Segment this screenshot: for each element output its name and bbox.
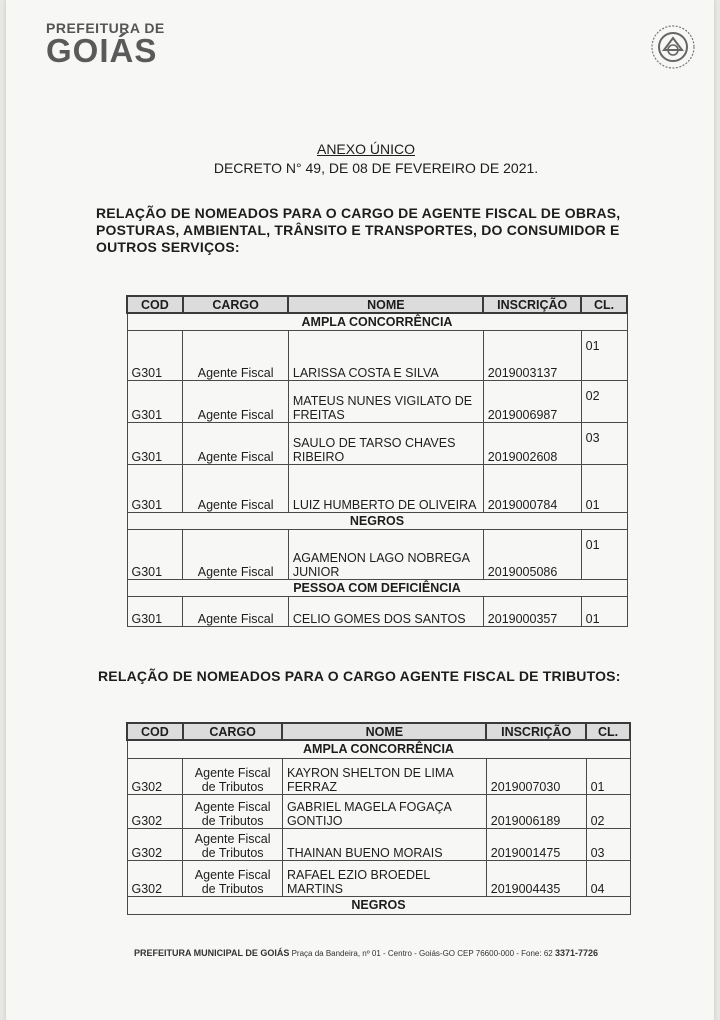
table-row	[127, 422, 627, 464]
table-row	[127, 529, 627, 579]
cell-cod: G302	[127, 794, 183, 828]
cell-cargo: Agente Fiscal de Tributos	[183, 828, 283, 860]
cell-inscricao: 2019006987	[483, 380, 581, 422]
table-row	[127, 380, 627, 422]
column-header: NOME	[288, 296, 483, 313]
cell-nome: LUIZ HUMBERTO DE OLIVEIRA	[288, 464, 483, 512]
cell-nome: MATEUS NUNES VIGILATO DE FREITAS	[288, 380, 483, 422]
column-header: INSCRIÇÃO	[483, 296, 581, 313]
cell-cargo: Agente Fiscal	[183, 330, 289, 380]
group-row	[127, 313, 627, 330]
group-row	[127, 512, 627, 529]
footer-address: Praça da Bandeira, nº 01 - Centro - Goiás-GO CEP 76600-000 - Fone: 62	[291, 949, 553, 958]
annex-title: ANEXO ÚNICO	[316, 141, 415, 157]
cell-cod: G301	[127, 380, 183, 422]
column-header: CL.	[586, 723, 630, 740]
column-header: COD	[127, 296, 183, 313]
table-row	[127, 794, 630, 828]
footer-phone: 3371-7726	[554, 948, 598, 958]
section2-heading: RELAÇÃO DE NOMEADOS PARA O CARGO AGENTE FISCAL DE TRIBUTOS:	[98, 668, 621, 684]
cell-cargo: Agente Fiscal de Tributos	[183, 758, 283, 794]
cell-inscricao: 2019003137	[483, 330, 581, 380]
cell-cargo: Agente Fiscal	[183, 596, 289, 626]
cell-cod: G301	[127, 330, 183, 380]
cell-nome: THAINAN BUENO MORAIS	[282, 828, 486, 860]
table-row	[127, 828, 630, 860]
table-row	[127, 464, 627, 512]
cell-cl: 01	[581, 529, 627, 579]
section1-heading: RELAÇÃO DE NOMEADOS PARA O CARGO DE AGENTE FISCAL DE OBRAS, POSTURAS, AMBIENTAL, TRÂNSITO E TRANSPORTES, DO CONSUMIDOR E OUTROS SERVIÇOS:	[96, 205, 621, 255]
column-header: CARGO	[183, 723, 283, 740]
cell-cod: G302	[127, 860, 183, 896]
cell-cl: 04	[586, 860, 630, 896]
cell-inscricao: 2019004435	[486, 860, 586, 896]
column-header: CL.	[581, 296, 627, 313]
logo-line1: PREFEITURA DE	[46, 20, 165, 36]
prefeitura-logo	[46, 20, 165, 69]
cell-cod: G301	[127, 596, 183, 626]
nominees-table-obras	[126, 295, 628, 627]
cell-nome: SAULO DE TARSO CHAVES RIBEIRO	[288, 422, 483, 464]
cell-cl: 02	[581, 380, 627, 422]
column-header: INSCRIÇÃO	[486, 723, 586, 740]
heritage-seal-icon	[650, 24, 696, 70]
page-footer	[6, 948, 720, 958]
document-page	[6, 0, 714, 1020]
cell-nome: GABRIEL MAGELA FOGAÇA GONTIJO	[282, 794, 486, 828]
cell-inscricao: 2019002608	[483, 422, 581, 464]
cell-inscricao: 2019007030	[486, 758, 586, 794]
group-label: PESSOA COM DEFICIÊNCIA	[127, 579, 627, 596]
cell-cargo: Agente Fiscal	[183, 529, 289, 579]
column-header: NOME	[282, 723, 486, 740]
table-row	[127, 596, 627, 626]
group-label: NEGROS	[127, 896, 630, 914]
cell-cl: 02	[586, 794, 630, 828]
group-row	[127, 579, 627, 596]
cell-inscricao: 2019000357	[483, 596, 581, 626]
cell-nome: LARISSA COSTA E SILVA	[288, 330, 483, 380]
cell-cargo: Agente Fiscal	[183, 380, 289, 422]
decree-title: DECRETO N° 49, DE 08 DE FEVEREIRO DE 2021.	[213, 160, 539, 176]
cell-nome: RAFAEL EZIO BROEDEL MARTINS	[282, 860, 486, 896]
cell-cl: 03	[586, 828, 630, 860]
table-header-row	[127, 723, 630, 740]
nominees-table-tributos	[126, 722, 631, 915]
cell-inscricao: 2019001475	[486, 828, 586, 860]
column-header: COD	[127, 723, 183, 740]
group-label: AMPLA CONCORRÊNCIA	[127, 313, 627, 330]
cell-inscricao: 2019005086	[483, 529, 581, 579]
cell-nome: KAYRON SHELTON DE LIMA FERRAZ	[282, 758, 486, 794]
cell-cod: G302	[127, 828, 183, 860]
cell-cod: G301	[127, 422, 183, 464]
table-row	[127, 758, 630, 794]
cell-cl: 03	[581, 422, 627, 464]
cell-cl: 01	[581, 596, 627, 626]
footer-org: PREFEITURA MUNICIPAL DE GOIÁS	[134, 948, 290, 958]
cell-cod: G302	[127, 758, 183, 794]
cell-inscricao: 2019006189	[486, 794, 586, 828]
cell-cargo: Agente Fiscal de Tributos	[183, 860, 283, 896]
cell-cl: 01	[581, 464, 627, 512]
group-row	[127, 896, 630, 914]
cell-cargo: Agente Fiscal	[183, 464, 289, 512]
column-header: CARGO	[183, 296, 289, 313]
group-row	[127, 740, 630, 758]
group-label: NEGROS	[127, 512, 627, 529]
cell-inscricao: 2019000784	[483, 464, 581, 512]
table-row	[127, 860, 630, 896]
table-header-row	[127, 296, 627, 313]
cell-cl: 01	[586, 758, 630, 794]
group-label: AMPLA CONCORRÊNCIA	[127, 740, 630, 758]
cell-nome: CELIO GOMES DOS SANTOS	[288, 596, 483, 626]
cell-nome: AGAMENON LAGO NOBREGA JUNIOR	[288, 529, 483, 579]
cell-cargo: Agente Fiscal de Tributos	[183, 794, 283, 828]
table-row	[127, 330, 627, 380]
cell-cargo: Agente Fiscal	[183, 422, 289, 464]
cell-cod: G301	[127, 464, 183, 512]
cell-cod: G301	[127, 529, 183, 579]
logo-line2: GOIÁS	[46, 32, 158, 69]
cell-cl: 01	[581, 330, 627, 380]
